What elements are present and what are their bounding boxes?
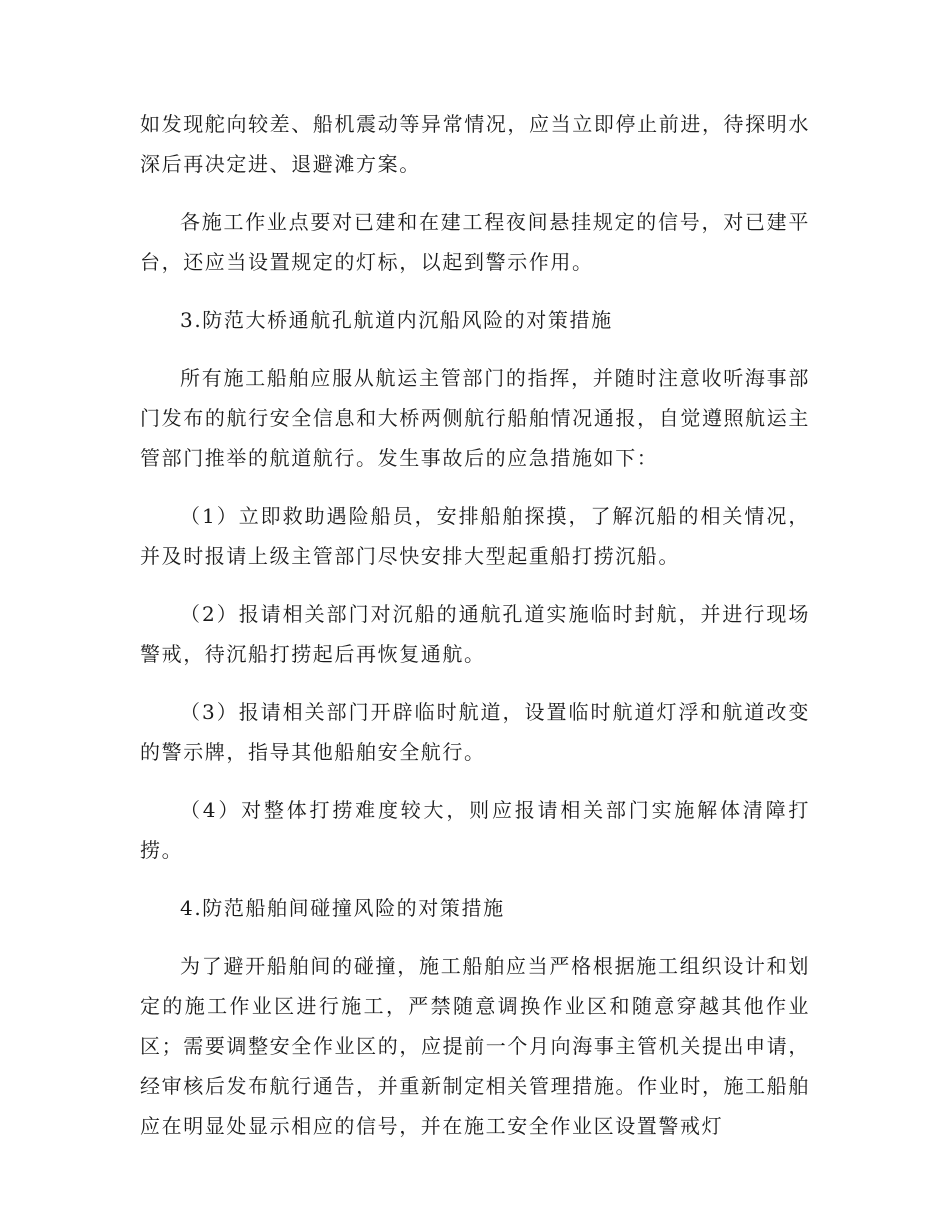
paragraph-collision-avoidance: 为了避开船舶间的碰撞，施工船舶应当严格根据施工组织设计和划定的施工作业区进行施工，严禁随意调换作业区和随意穿越其他作业区；需要调整安全作业区的，应提前一个月向海事主管机关提出申请，经审核后发布航行通告，并重新制定相关管理措施。作业时，施工船舶应在明显处显示相应的信号，并在施工安全作业区设置警戒灯 — [140, 954, 810, 1138]
list-item-2: （2）报请相关部门对沉船的通航孔道实施临时封航，并进行现场警戒，待沉船打捞起后再恢复通航。 — [140, 602, 810, 666]
section-heading-3: 3.防范大桥通航孔航道内沉船风险的对策措施 — [180, 308, 613, 332]
section-heading-4: 4.防范船舶间碰撞风险的对策措施 — [180, 896, 505, 920]
paragraph-continuation: 如发现舵向较差、船机震动等异常情况，应当立即停止前进，待探明水深后再决定进、退避滩方案。 — [140, 112, 810, 176]
list-item-3: （3）报请相关部门开辟临时航道，设置临时航道灯浮和航道改变的警示牌，指导其他船舶安全航行。 — [140, 700, 810, 764]
list-item-1: （1）立即救助遇险船员，安排船舶探摸，了解沉船的相关情况，并及时报请上级主管部门尽快安排大型起重船打捞沉船。 — [140, 504, 810, 568]
document-body — [140, 104, 810, 1164]
paragraph-obey-authority: 所有施工船舶应服从航运主管部门的指挥，并随时注意收听海事部门发布的航行安全信息和大桥两侧航行船舶情况通报，自觉遵照航运主管部门推举的航道航行。发生事故后的应急措施如下： — [140, 366, 810, 470]
paragraph-night-signals: 各施工作业点要对已建和在建工程夜间悬挂规定的信号，对已建平台，还应当设置规定的灯标，以起到警示作用。 — [140, 210, 810, 274]
list-item-4: （4）对整体打捞难度较大，则应报请相关部门实施解体清障打捞。 — [140, 798, 810, 862]
